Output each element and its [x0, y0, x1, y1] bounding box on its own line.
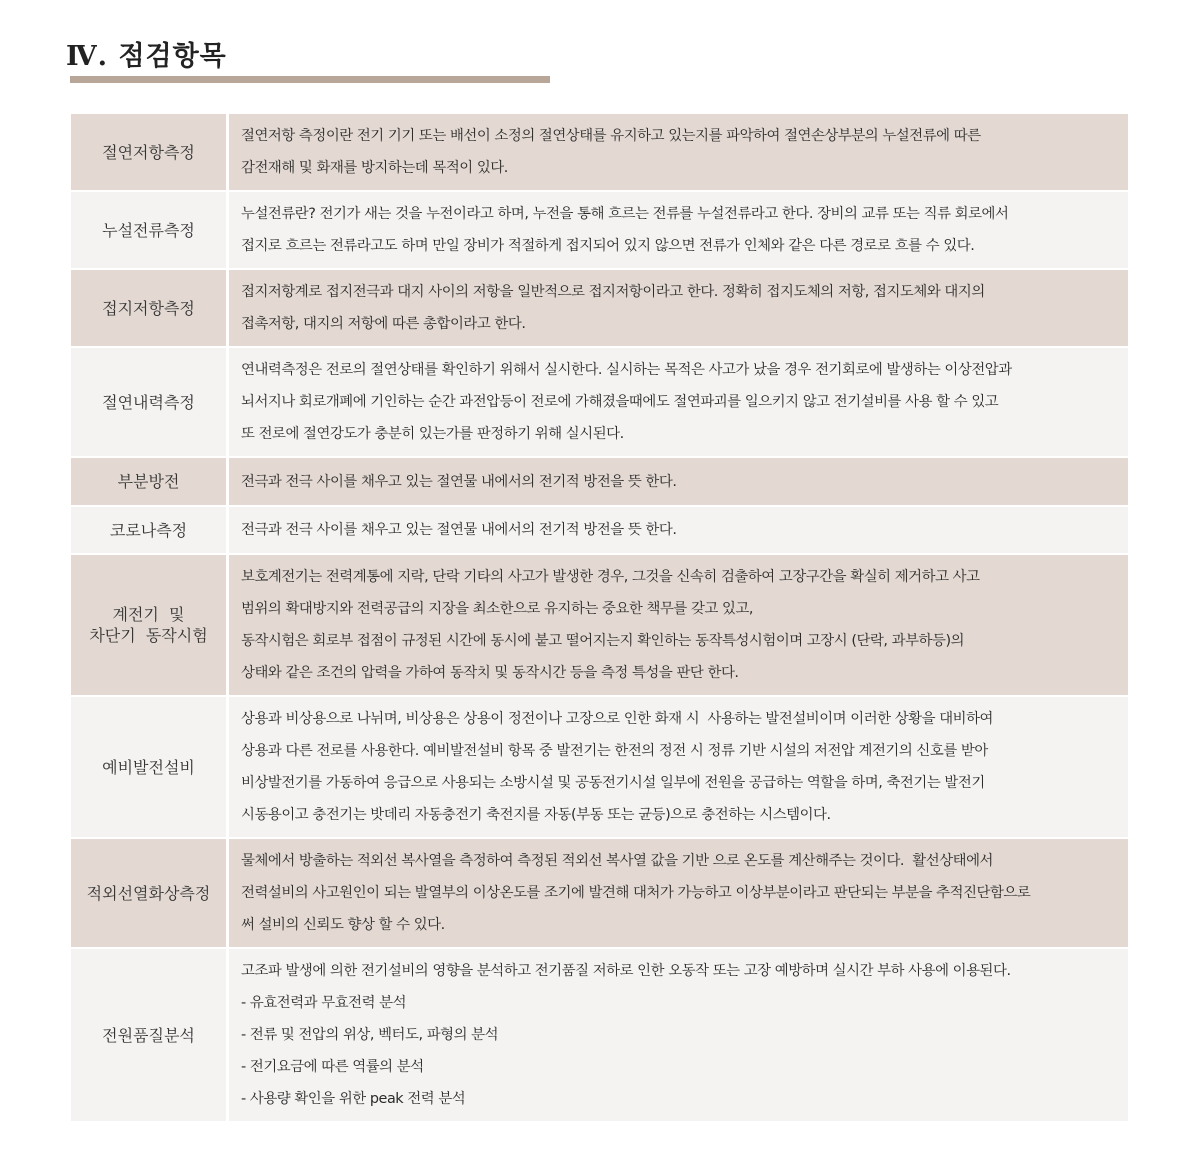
description-line: - 전기요금에 따른 역률의 분석 — [241, 1059, 424, 1075]
description-line: 물체에서 방출하는 적외선 복사열을 측정하여 측정된 적외선 복사열 값을 기반 으로 온도를 계산해주는 것이다. 활선상태에서 — [241, 853, 994, 869]
description-line: 누설전류란? 전기가 새는 것을 누전이라고 하며, 누전을 통해 흐르는 전류를 누설전류라고 한다. 장비의 교류 또는 직류 회로에서 — [241, 206, 1009, 222]
description-line: - 유효전력과 무효전력 분석 — [241, 995, 407, 1011]
description-line: 상용과 비상용으로 나뉘며, 비상용은 상용이 정전이나 고장으로 인한 화재 시 사용하는 발전설비이며 이러한 상황을 대비하여 — [241, 711, 994, 727]
description-line: 전극과 전극 사이를 채우고 있는 절연물 내에서의 전기적 방전을 뜻 한다. — [241, 473, 677, 490]
description-line: 전극과 전극 사이를 채우고 있는 절연물 내에서의 전기적 방전을 뜻 한다. — [241, 522, 677, 538]
item-description — [228, 114, 1129, 191]
item-label: 누설전류측정 — [71, 191, 228, 269]
item-label-line: 차단기 동작시험 — [89, 626, 208, 645]
item-label-line: 계전기 및 — [112, 605, 185, 624]
table-row — [71, 191, 1128, 269]
table-row — [71, 114, 1128, 191]
item-label: 부분방전 — [71, 457, 228, 506]
description-line: 감전재해 및 화재를 방지하는데 목적이 있다. — [241, 160, 508, 176]
table-row — [71, 506, 1128, 554]
inspection-items-table — [71, 114, 1128, 1123]
description-line: 보호계전기는 전력계통에 지락, 단락 기타의 사고가 발생한 경우, 그것을 신속히 검출하여 고장구간을 확실히 제거하고 사고 — [241, 569, 980, 585]
item-label: 전원품질분석 — [71, 948, 228, 1122]
item-label: 절연저항측정 — [71, 114, 228, 191]
table-row — [71, 347, 1128, 457]
description-line: 써 설비의 신뢰도 향상 할 수 있다. — [241, 917, 445, 933]
item-description — [228, 838, 1129, 948]
description-line: 절연저항 측정이란 전기 기기 또는 배선이 소정의 절연상태를 유지하고 있는지를 파악하여 절연손상부분의 누설전류에 따른 — [241, 128, 981, 144]
item-description — [228, 948, 1129, 1122]
item-description — [228, 269, 1129, 347]
item-label: 코로나측정 — [71, 506, 228, 554]
table-row — [71, 269, 1128, 347]
description-line: 뇌서지나 회로개폐에 기인하는 순간 과전압등이 전로에 가해졌을때에도 절연파괴를 일으키지 않고 전기설비를 사용 할 수 있고 — [241, 394, 999, 410]
description-line: 상용과 다른 전로를 사용한다. 예비발전설비 항목 중 발전기는 한전의 정전 시 정류 기반 시설의 저전압 계전기의 신호를 받아 — [241, 743, 988, 759]
title-underline — [70, 76, 550, 83]
item-description — [228, 554, 1129, 696]
item-description — [228, 347, 1129, 457]
item-label: 접지저항측정 — [71, 269, 228, 347]
description-line: - 전류 및 전압의 위상, 벡터도, 파형의 분석 — [241, 1027, 499, 1043]
description-line: 또 전로에 절연강도가 충분히 있는가를 판정하기 위해 실시된다. — [241, 426, 624, 442]
item-description — [228, 191, 1129, 269]
item-label: 예비발전설비 — [71, 696, 228, 838]
description-line: 접지저항계로 접지전극과 대지 사이의 저항을 일반적으로 접지저항이라고 한다. 정확히 접지도체의 저항, 접지도체와 대지의 — [241, 284, 985, 300]
table-row — [71, 457, 1128, 506]
table-row — [71, 948, 1128, 1122]
table-row — [71, 554, 1128, 696]
description-line: 연내력측정은 전로의 절연상태를 확인하기 위해서 실시한다. 실시하는 목적은 사고가 났을 경우 전기회로에 발생하는 이상전압과 — [241, 362, 1012, 378]
description-line: 접지로 흐르는 전류라고도 하며 만일 장비가 적절하게 접지되어 있지 않으면 전류가 인체와 같은 다른 경로로 흐를 수 있다. — [241, 238, 975, 254]
description-line: 비상발전기를 가동하여 응급으로 사용되는 소방시설 및 공동전기시설 일부에 전원을 공급하는 역할을 하며, 축전기는 발전기 — [241, 775, 985, 791]
table-row — [71, 696, 1128, 838]
description-line: - 사용량 확인을 위한 peak 전력 분석 — [241, 1091, 466, 1107]
item-label: 적외선열화상측정 — [71, 838, 228, 948]
item-description — [228, 696, 1129, 838]
description-line: 접촉저항, 대지의 저항에 따른 총합이라고 한다. — [241, 316, 526, 332]
description-line: 동작시험은 회로부 접점이 규정된 시간에 동시에 붙고 떨어지는지 확인하는 동작특성시험이며 고장시 (단락, 과부하등)의 — [241, 633, 965, 649]
description-line: 고조파 발생에 의한 전기설비의 영향을 분석하고 전기품질 저하로 인한 오동작 또는 고장 예방하며 실시간 부하 사용에 이용된다. — [241, 963, 1011, 979]
item-description — [228, 506, 1129, 554]
table-row — [71, 838, 1128, 948]
description-line: 범위의 확대방지와 전력공급의 지장을 최소한으로 유지하는 중요한 책무를 갖고 있고, — [241, 601, 754, 617]
description-line: 시동용이고 충전기는 밧데리 자동충전기 축전지를 자동(부동 또는 균등)으로 충전하는 시스템이다. — [241, 807, 831, 823]
page-title: Ⅳ. 점검항목 — [66, 41, 227, 72]
item-label: 절연내력측정 — [71, 347, 228, 457]
description-line: 상태와 같은 조건의 압력을 가하여 동작치 및 동작시간 등을 측정 특성을 판단 한다. — [241, 665, 739, 681]
item-description — [228, 457, 1129, 506]
description-line: 전력설비의 사고원인이 되는 발열부의 이상온도를 조기에 발견해 대처가 가능하고 이상부분이라고 판단되는 부분을 추적진단함으로 — [241, 885, 1031, 901]
item-label-multiline — [71, 554, 228, 696]
